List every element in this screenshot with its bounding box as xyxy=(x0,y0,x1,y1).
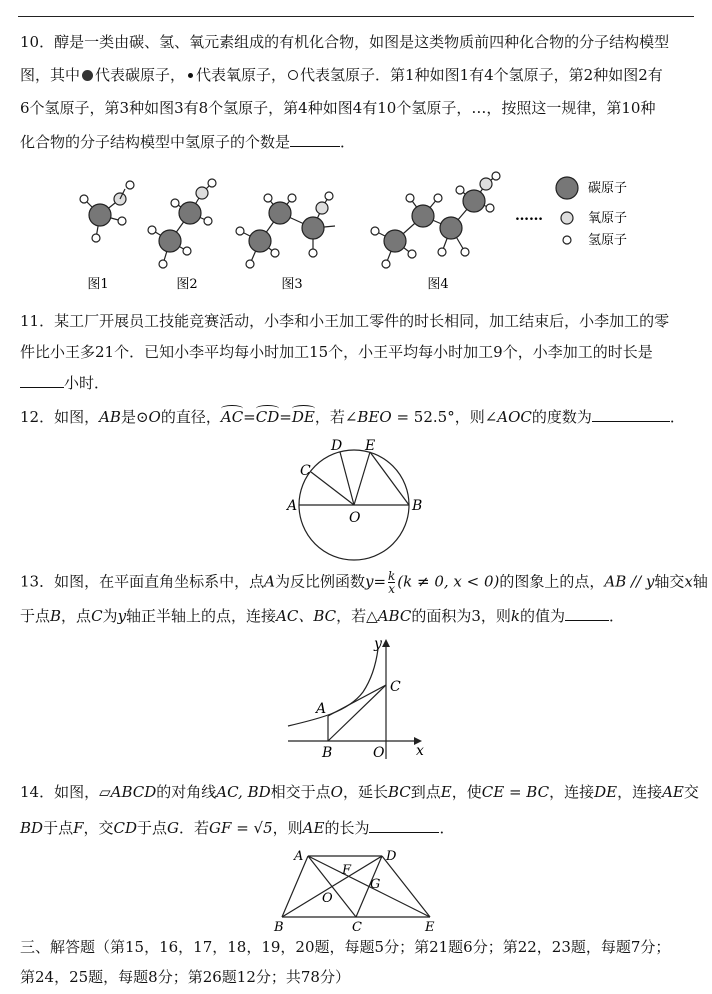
label-B: B xyxy=(412,498,423,514)
answer-blank xyxy=(369,818,439,833)
carbon-atom-icon xyxy=(82,70,93,81)
section3-line2: 第24，25题，每题8分；第26题12分；共78分） xyxy=(20,968,350,986)
label-C: C xyxy=(300,463,311,479)
label-C: C xyxy=(352,920,362,935)
fig1-label: 图1 xyxy=(87,277,109,292)
circle-figure xyxy=(284,436,424,562)
q11-line2: 件比小王多21个．已知小李平均每小时加工15个，小王平均每小时加工9个，小李加工的时长是 xyxy=(20,343,653,361)
answer-blank xyxy=(565,606,609,621)
label-O: O xyxy=(373,745,385,761)
parallelogram-figure xyxy=(270,846,445,936)
q10-line4: 化合物的分子结构模型中氢原子的个数是 ． xyxy=(20,133,356,151)
answer-blank xyxy=(592,407,670,422)
oxygen-atom-icon xyxy=(188,73,193,78)
label-A: A xyxy=(287,498,298,514)
q11-line3: 小时． xyxy=(20,373,109,393)
fig2-label: 图2 xyxy=(176,277,198,292)
q12-line1: 12．如图，AB是⊙O的直径，AC=CD=DE，若∠BEO = 52.5°，则∠AOC的度数为 ． xyxy=(20,408,685,426)
label-O: O xyxy=(322,891,333,906)
legend-oxygen: 氧原子 xyxy=(588,211,628,226)
q13-line1: 13．如图，在平面直角坐标系中，点A为反比例函数y= $\frac{k}{x}$ (k ≠ 0, x < 0)的图象上的点，AB // y轴交x轴 xyxy=(20,569,708,596)
label-D: D xyxy=(331,438,343,454)
fig4-label: 图4 xyxy=(427,277,449,292)
fig3-label: 图3 xyxy=(281,277,303,292)
molecule-figure xyxy=(70,168,650,296)
ellipsis-dots: …… xyxy=(515,208,543,224)
label-E: E xyxy=(425,920,435,935)
label-x: x xyxy=(416,743,424,759)
q13-line2: 于点B，点C为y轴正半轴上的点，连接AC、BC，若△ABC的面积为3，则k的值为 ． xyxy=(20,607,624,625)
section3-line1: 三、解答题（第15，16，17，18，19，20题，每题5分；第21题6分；第22，23题，每题7分； xyxy=(20,938,671,956)
top-rule xyxy=(18,16,694,17)
legend-hydrogen: 氢原子 xyxy=(588,233,628,248)
q14-line1: 14．如图，▱ABCD的对角线AC, BD相交于点O，延长BC到点E，使CE = BC，连接DE，连接AE交 xyxy=(20,783,699,801)
label-E: E xyxy=(365,438,376,454)
answer-blank xyxy=(290,132,340,147)
hydrogen-atom-icon xyxy=(288,70,298,80)
q14-line2: BD于点F，交CD于点G．若GF = √5，则AE的长为 ． xyxy=(20,819,455,837)
label-G: G xyxy=(370,877,381,892)
q10-line3: 6个氢原子，第3种如图3有8个氢原子，第4种如图4有10个氢原子，…，按照这一规律，第10种 xyxy=(20,99,656,117)
coordinate-figure xyxy=(278,634,438,764)
label-C: C xyxy=(390,679,401,695)
label-A: A xyxy=(294,849,304,864)
label-B: B xyxy=(274,920,284,935)
label-B: B xyxy=(322,745,333,761)
q11-line1: 11．某工厂开展员工技能竞赛活动，小李和小王加工零件的时长相同，加工结束后，小李加工的零 xyxy=(20,312,670,330)
q10-line1: 10．醇是一类由碳、氢、氧元素组成的有机化合物，如图是这类物质前四种化合物的分子结构模型 xyxy=(20,33,670,51)
legend-carbon: 碳原子 xyxy=(588,181,628,196)
answer-blank xyxy=(20,373,64,388)
q10-line2: 图，其中 代表碳原子， 代表氧原子， 代表氢原子．第1种如图1有4个氢原子，第2种如图2有 xyxy=(20,66,663,84)
label-F: F xyxy=(342,863,352,878)
label-y: y xyxy=(374,636,382,652)
label-A: A xyxy=(316,701,327,717)
label-D: D xyxy=(386,849,397,864)
label-O: O xyxy=(349,510,361,526)
